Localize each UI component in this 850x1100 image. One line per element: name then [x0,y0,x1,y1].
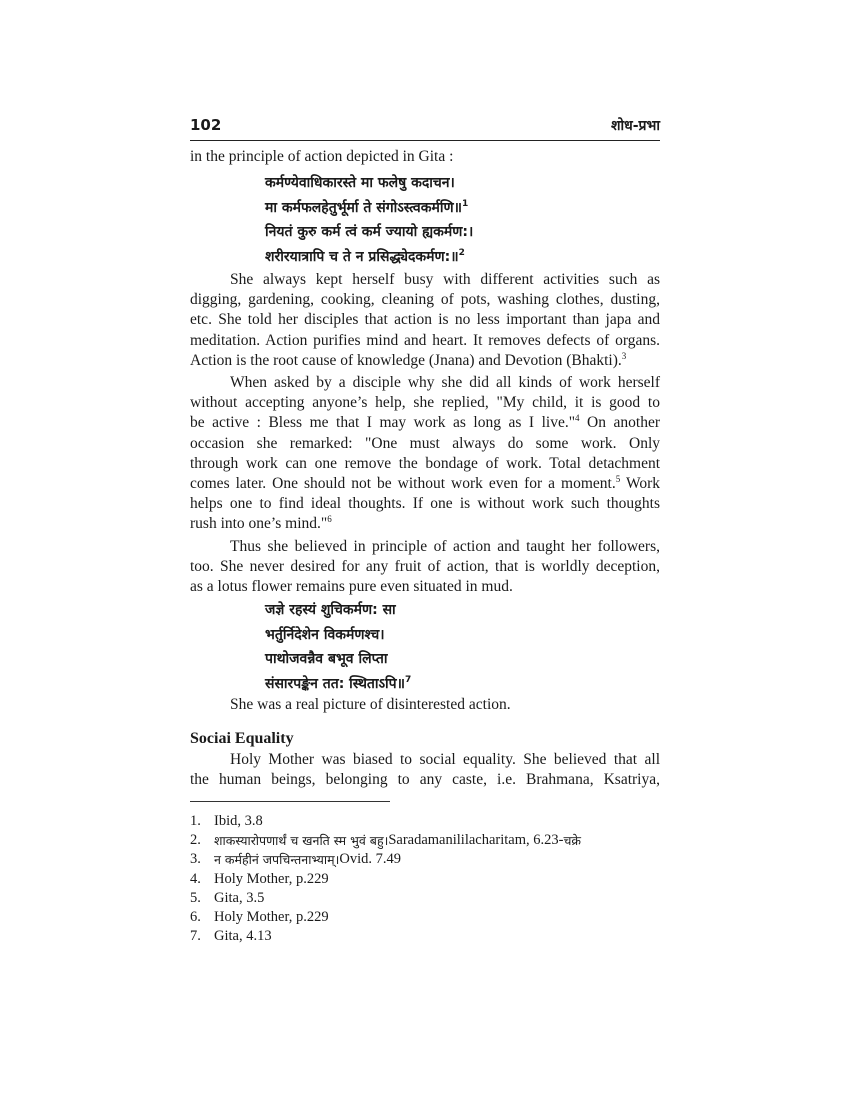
verse-line: भर्तुर्निदेशेन विकर्मणश्च। [265,626,385,643]
footnotes [190,812,665,946]
footnote: 5. Gita, 3.5 [190,889,265,906]
paragraph-social-equality: Holy Mother was biased to social equality. She believed that all the human beings, belonging to any caste, i.e. Brahmana, Ksatriya, [190,751,660,789]
verse-line: नियतं कुरु कर्म त्वं कर्म ज्यायो ह्यकर्मण:। [265,224,474,240]
sanskrit-verse-2 [265,598,411,696]
footnote: 3. न कर्महीनं जपचिन्तनाभ्याम्। Ovid. 7.49 [190,851,401,868]
footnote: 2. शाकस्यारोपणार्थं च खनति स्म भुवं बहु। Saradamanililacharitam, 6.23- चक्रे [190,832,582,849]
paragraph-busy-activities: She always kept herself busy with different activities such as digging, gardening, cooking, cleaning of pots, washing clothes, dusting, etc. She told her disciples that action is no less important than japa and meditation. Action purifies mind and heart. It removes defects of organs. Action is the root cause of knowledge (Jnana) and Devotion (Bhakti).$^3$ [190,271,660,369]
verse-line: मा कर्मफलहेतुर्भूर्मा ते संगोऽस्त्वकर्मणि॥$^1$ [265,198,469,216]
paragraph-disciple-question: When asked by a disciple why she did all kinds of work herself without accepting anyone’s help, she replied, "My child, it is good to be active : Bless me that I may work as long as I live."$^4$ On another occasion she remarked: "One must always do some work. Only through work can one remove the bondage of work. Total detachment comes later. One should not be without work even for a moment.$^5$ Work helps one to find ideal thoughts. If one is without work such thoughts rush into one’s mind."$^6$ [190,374,660,533]
footnote-ref: 4 [575,413,580,424]
footnote: 1. Ibid, 3.8 [190,813,263,829]
intro-line: in the principle of action depicted in Gita : [190,148,454,165]
verse-line: कर्मण्येवाधिकारस्ते मा फलेषु कदाचन। [265,175,455,191]
verse-line: पाथोजवन्नैव बभूव लिप्ता [265,651,388,667]
verse-line: जज्ञे रहस्यं शुचिकर्मण: सा [265,602,396,618]
footnote-ref: 1 [461,198,469,209]
footnote-ref: 6 [327,514,332,525]
verse-line: शरीरयात्रापि च ते न प्रसिद्ध्येदकर्मण:॥$^2$ [265,247,465,265]
footnote: 4. Holy Mother, p.229 [190,870,329,887]
verse-line: संसारपङ्केन तत: स्थिताऽपि॥$^7$ [265,674,412,692]
footnote-ref: 5 [615,474,621,485]
book-page [190,0,660,1100]
paragraph-principle-of-action: Thus she believed in principle of action and taught her followers, too. She never desired for any fruit of action, that is worldly deception, as a lotus flower remains pure even situated in mud. [190,538,660,596]
section-heading: Sociai Equality [190,730,294,747]
footnote-ref: 7 [405,674,412,685]
running-header [190,116,660,141]
footnote: 7. Gita, 4.13 [190,928,272,945]
footnote: 6. Holy Mother, p.229 [190,909,329,926]
footnote-ref: 2 [458,247,465,258]
page-number: 102 [190,116,222,134]
sanskrit-verse-1 [265,171,473,269]
footnote-divider [190,801,390,802]
footnote-ref: 3 [621,350,627,361]
journal-title: शोध-प्रभा [610,118,660,134]
paragraph-disinterested-action: She was a real picture of disinterested action. [230,696,511,713]
